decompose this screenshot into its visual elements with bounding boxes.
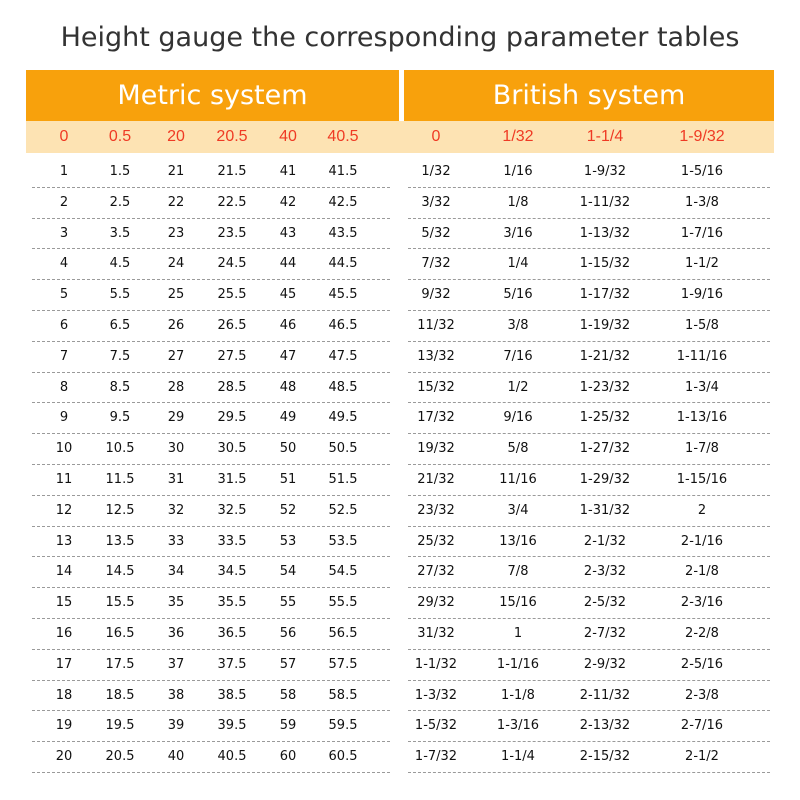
table-cell: 10.5 bbox=[105, 441, 135, 457]
table-cell: 9/16 bbox=[503, 410, 533, 426]
table-cell: 15.5 bbox=[105, 595, 135, 611]
table-cell: 1 bbox=[59, 164, 69, 179]
table-cell: 7/32 bbox=[421, 256, 451, 272]
table-cell: 20.5 bbox=[105, 749, 135, 765]
table-cell: 3/32 bbox=[421, 194, 451, 210]
table-cell: 9 bbox=[59, 410, 69, 426]
table-cell: 60.5 bbox=[328, 749, 358, 765]
table-cell: 37 bbox=[167, 656, 185, 672]
table-cell: 57 bbox=[279, 656, 297, 672]
table-cell: 13/16 bbox=[499, 533, 537, 549]
table-row bbox=[0, 619, 800, 650]
table-cell: 15/32 bbox=[417, 379, 455, 395]
table-cell: 2-3/32 bbox=[583, 564, 627, 580]
table-cell: 55 bbox=[279, 595, 297, 611]
table-cell: 43 bbox=[279, 225, 297, 241]
table-cell: 58 bbox=[279, 687, 297, 703]
table-cell: 2-3/16 bbox=[680, 595, 724, 611]
table-cell: 13 bbox=[55, 533, 73, 549]
table-cell: 12 bbox=[55, 502, 73, 518]
table-cell: 27/32 bbox=[417, 564, 455, 580]
table-row bbox=[0, 311, 800, 342]
table-cell: 15 bbox=[55, 595, 73, 611]
table-cell: 32.5 bbox=[217, 502, 247, 518]
british-system-header: British system bbox=[404, 70, 774, 121]
table-row bbox=[0, 403, 800, 434]
table-cell: 34 bbox=[167, 564, 185, 580]
table-cell: 26 bbox=[167, 317, 185, 333]
table-cell: 21 bbox=[167, 164, 185, 179]
table-cell: 1-5/8 bbox=[685, 317, 719, 333]
table-cell: 1-3/8 bbox=[685, 194, 719, 210]
table-cell: 15/16 bbox=[499, 595, 537, 611]
table-cell: 1-29/32 bbox=[579, 471, 631, 487]
table-cell: 35.5 bbox=[217, 595, 247, 611]
table-cell: 41 bbox=[279, 164, 297, 179]
table-cell: 1-9/32 bbox=[583, 164, 627, 179]
table-cell: 55.5 bbox=[328, 595, 358, 611]
table-cell: 7/8 bbox=[507, 564, 529, 580]
table-cell: 21/32 bbox=[417, 471, 455, 487]
table-cell: 23/32 bbox=[417, 502, 455, 518]
table-cell: 29 bbox=[167, 410, 185, 426]
table-cell: 48 bbox=[279, 379, 297, 395]
table-cell: 2-1/16 bbox=[680, 533, 724, 549]
table-cell: 32 bbox=[167, 502, 185, 518]
table-cell: 46 bbox=[279, 317, 297, 333]
table-cell: 19 bbox=[55, 718, 73, 734]
table-cell: 1/32 bbox=[421, 164, 451, 179]
table-cell: 31.5 bbox=[217, 471, 247, 487]
table-cell: 52 bbox=[279, 502, 297, 518]
table-cell: 20 bbox=[55, 749, 73, 765]
table-cell: 52.5 bbox=[328, 502, 358, 518]
table-cell: 16.5 bbox=[105, 625, 135, 641]
table-row bbox=[0, 280, 800, 311]
table-cell: 5 bbox=[59, 287, 69, 303]
table-cell: 53 bbox=[279, 533, 297, 549]
table-cell: 2-7/16 bbox=[680, 718, 724, 734]
table-cell: 7.5 bbox=[109, 348, 131, 364]
column-header-cell: 40 bbox=[279, 128, 297, 145]
table-row bbox=[0, 465, 800, 496]
table-cell: 43.5 bbox=[328, 225, 358, 241]
table-cell: 14.5 bbox=[105, 564, 135, 580]
table-row bbox=[0, 157, 800, 188]
table-cell: 1-21/32 bbox=[579, 348, 631, 364]
table-cell: 1-9/16 bbox=[680, 287, 724, 303]
table-cell: 23.5 bbox=[217, 225, 247, 241]
table-cell: 14 bbox=[55, 564, 73, 580]
table-cell: 17.5 bbox=[105, 656, 135, 672]
table-cell: 18 bbox=[55, 687, 73, 703]
table-cell: 1-15/16 bbox=[676, 471, 728, 487]
table-cell: 33.5 bbox=[217, 533, 247, 549]
table-cell: 1-7/8 bbox=[685, 441, 719, 457]
table-cell: 17/32 bbox=[417, 410, 455, 426]
table-row bbox=[0, 650, 800, 681]
table-cell: 7/16 bbox=[503, 348, 533, 364]
table-cell: 3/4 bbox=[507, 502, 529, 518]
table-cell: 31/32 bbox=[417, 625, 455, 641]
table-cell: 53.5 bbox=[328, 533, 358, 549]
table-cell: 56 bbox=[279, 625, 297, 641]
table-cell: 34.5 bbox=[217, 564, 247, 580]
table-cell: 5/8 bbox=[507, 441, 529, 457]
table-row bbox=[0, 681, 800, 712]
table-cell: 39.5 bbox=[217, 718, 247, 734]
table-cell: 1-15/32 bbox=[579, 256, 631, 272]
table-cell: 2-1/2 bbox=[685, 749, 719, 765]
table-row bbox=[0, 219, 800, 250]
table-cell: 5/32 bbox=[421, 225, 451, 241]
table-cell: 3/16 bbox=[503, 225, 533, 241]
column-header-cell: 0 bbox=[59, 128, 69, 145]
table-cell: 41.5 bbox=[328, 164, 358, 179]
table-cell: 45.5 bbox=[328, 287, 358, 303]
table-cell: 42.5 bbox=[328, 194, 358, 210]
table-cell: 11.5 bbox=[105, 471, 135, 487]
table-cell: 54 bbox=[279, 564, 297, 580]
table-cell: 2-11/32 bbox=[579, 687, 631, 703]
table-cell: 49.5 bbox=[328, 410, 358, 426]
column-header-cell: 1-9/32 bbox=[679, 128, 725, 145]
table-cell: 1/8 bbox=[507, 194, 529, 210]
table-cell: 2-13/32 bbox=[579, 718, 631, 734]
table-row bbox=[0, 188, 800, 219]
table-cell: 6.5 bbox=[109, 317, 131, 333]
table-cell: 19.5 bbox=[105, 718, 135, 734]
table-cell: 23 bbox=[167, 225, 185, 241]
table-cell: 5/16 bbox=[503, 287, 533, 303]
table-cell: 40 bbox=[167, 749, 185, 765]
table-cell: 47 bbox=[279, 348, 297, 364]
table-cell: 54.5 bbox=[328, 564, 358, 580]
table-cell: 26.5 bbox=[217, 317, 247, 333]
table-row bbox=[0, 588, 800, 619]
table-cell: 27.5 bbox=[217, 348, 247, 364]
table-cell: 58.5 bbox=[328, 687, 358, 703]
table-cell: 10 bbox=[55, 441, 73, 457]
table-cell: 60 bbox=[279, 749, 297, 765]
table-cell: 36 bbox=[167, 625, 185, 641]
table-cell: 1-1/32 bbox=[414, 656, 458, 672]
table-cell: 25.5 bbox=[217, 287, 247, 303]
table-cell: 31 bbox=[167, 471, 185, 487]
table-cell: 48.5 bbox=[328, 379, 358, 395]
table-cell: 1-7/32 bbox=[414, 749, 458, 765]
table-cell: 29/32 bbox=[417, 595, 455, 611]
table-cell: 17 bbox=[55, 656, 73, 672]
table-cell: 1-5/32 bbox=[414, 718, 458, 734]
table-cell: 38 bbox=[167, 687, 185, 703]
table-cell: 2-1/8 bbox=[685, 564, 719, 580]
table-cell: 2-15/32 bbox=[579, 749, 631, 765]
table-row bbox=[0, 342, 800, 373]
table-row bbox=[0, 711, 800, 742]
column-header-cell: 1/32 bbox=[502, 128, 534, 145]
table-cell: 24.5 bbox=[217, 256, 247, 272]
table-cell: 39 bbox=[167, 718, 185, 734]
table-cell: 35 bbox=[167, 595, 185, 611]
table-cell: 1-7/16 bbox=[680, 225, 724, 241]
table-cell: 9/32 bbox=[421, 287, 451, 303]
table-cell: 1-3/4 bbox=[685, 379, 719, 395]
table-cell: 1-13/16 bbox=[676, 410, 728, 426]
table-cell: 9.5 bbox=[109, 410, 131, 426]
table-cell: 3 bbox=[59, 225, 69, 241]
table-cell: 13/32 bbox=[417, 348, 455, 364]
table-cell: 8 bbox=[59, 379, 69, 395]
table-cell: 1-19/32 bbox=[579, 317, 631, 333]
table-cell: 1-5/16 bbox=[680, 164, 724, 179]
table-row bbox=[0, 742, 800, 773]
table-row bbox=[0, 373, 800, 404]
table-row bbox=[0, 249, 800, 280]
table-cell: 11/16 bbox=[499, 471, 537, 487]
table-cell: 1.5 bbox=[109, 164, 131, 179]
table-cell: 22.5 bbox=[217, 194, 247, 210]
table-cell: 1/2 bbox=[507, 379, 529, 395]
table-cell: 2-2/8 bbox=[685, 625, 719, 641]
table-cell: 42 bbox=[279, 194, 297, 210]
table-cell: 16 bbox=[55, 625, 73, 641]
table-cell: 44.5 bbox=[328, 256, 358, 272]
table-cell: 18.5 bbox=[105, 687, 135, 703]
column-header-cell: 0.5 bbox=[108, 128, 132, 145]
table-cell: 1-13/32 bbox=[579, 225, 631, 241]
table-cell: 1-27/32 bbox=[579, 441, 631, 457]
row-divider bbox=[32, 772, 390, 773]
column-header-row bbox=[26, 121, 774, 153]
table-cell: 4 bbox=[59, 256, 69, 272]
table-cell: 1-25/32 bbox=[579, 410, 631, 426]
table-row bbox=[0, 527, 800, 558]
metric-system-header: Metric system bbox=[26, 70, 399, 121]
table-cell: 2.5 bbox=[109, 194, 131, 210]
table-cell: 4.5 bbox=[109, 256, 131, 272]
table-cell: 8.5 bbox=[109, 379, 131, 395]
table-cell: 2-5/32 bbox=[583, 595, 627, 611]
table-cell: 59 bbox=[279, 718, 297, 734]
table-cell: 47.5 bbox=[328, 348, 358, 364]
table-cell: 50.5 bbox=[328, 441, 358, 457]
column-header-cell: 0 bbox=[431, 128, 441, 145]
table-cell: 40.5 bbox=[217, 749, 247, 765]
table-cell: 1-11/16 bbox=[676, 348, 728, 364]
column-header-cell: 1-1/4 bbox=[586, 128, 624, 145]
table-cell: 30.5 bbox=[217, 441, 247, 457]
table-cell: 29.5 bbox=[217, 410, 247, 426]
table-cell: 2-7/32 bbox=[583, 625, 627, 641]
table-cell: 1-1/2 bbox=[685, 256, 719, 272]
table-cell: 1-11/32 bbox=[579, 194, 631, 210]
table-cell: 45 bbox=[279, 287, 297, 303]
table-cell: 24 bbox=[167, 256, 185, 272]
table-cell: 3/8 bbox=[507, 317, 529, 333]
table-cell: 22 bbox=[167, 194, 185, 210]
table-cell: 3.5 bbox=[109, 225, 131, 241]
column-header-cell: 40.5 bbox=[327, 128, 359, 145]
table-cell: 44 bbox=[279, 256, 297, 272]
table-cell: 28.5 bbox=[217, 379, 247, 395]
table-cell: 1-17/32 bbox=[579, 287, 631, 303]
table-cell: 56.5 bbox=[328, 625, 358, 641]
table-cell: 1-3/16 bbox=[496, 718, 540, 734]
table-cell: 25/32 bbox=[417, 533, 455, 549]
table-cell: 57.5 bbox=[328, 656, 358, 672]
row-divider bbox=[408, 772, 770, 773]
table-cell: 27 bbox=[167, 348, 185, 364]
table-cell: 19/32 bbox=[417, 441, 455, 457]
table-cell: 2-1/32 bbox=[583, 533, 627, 549]
table-cell: 5.5 bbox=[109, 287, 131, 303]
table-cell: 1-23/32 bbox=[579, 379, 631, 395]
table-cell: 2 bbox=[59, 194, 69, 210]
table-cell: 59.5 bbox=[328, 718, 358, 734]
table-cell: 1 bbox=[513, 625, 523, 641]
table-cell: 37.5 bbox=[217, 656, 247, 672]
table-cell: 2 bbox=[697, 502, 707, 518]
table-cell: 28 bbox=[167, 379, 185, 395]
page-title: Height gauge the corresponding parameter tables bbox=[60, 22, 740, 53]
table-cell: 1-3/32 bbox=[414, 687, 458, 703]
table-cell: 1-1/16 bbox=[496, 656, 540, 672]
table-row bbox=[0, 557, 800, 588]
table-cell: 1-31/32 bbox=[579, 502, 631, 518]
table-cell: 1-1/8 bbox=[501, 687, 535, 703]
column-header-cell: 20.5 bbox=[216, 128, 248, 145]
column-header-cell: 20 bbox=[167, 128, 185, 145]
table-cell: 11 bbox=[55, 471, 73, 487]
table-cell: 30 bbox=[167, 441, 185, 457]
table-cell: 2-9/32 bbox=[583, 656, 627, 672]
table-cell: 46.5 bbox=[328, 317, 358, 333]
table-row bbox=[0, 434, 800, 465]
table-cell: 2-5/16 bbox=[680, 656, 724, 672]
table-cell: 38.5 bbox=[217, 687, 247, 703]
table-row bbox=[0, 496, 800, 527]
parameter-table-body bbox=[0, 157, 800, 773]
table-cell: 25 bbox=[167, 287, 185, 303]
table-cell: 36.5 bbox=[217, 625, 247, 641]
table-cell: 11/32 bbox=[417, 317, 455, 333]
table-cell: 1/16 bbox=[503, 164, 533, 179]
table-cell: 49 bbox=[279, 410, 297, 426]
table-cell: 7 bbox=[59, 348, 69, 364]
table-cell: 50 bbox=[279, 441, 297, 457]
table-cell: 21.5 bbox=[217, 164, 247, 179]
table-cell: 33 bbox=[167, 533, 185, 549]
table-cell: 6 bbox=[59, 317, 69, 333]
table-cell: 12.5 bbox=[105, 502, 135, 518]
table-cell: 51 bbox=[279, 471, 297, 487]
table-cell: 1/4 bbox=[507, 256, 529, 272]
table-cell: 13.5 bbox=[105, 533, 135, 549]
table-cell: 51.5 bbox=[328, 471, 358, 487]
table-cell: 1-1/4 bbox=[501, 749, 535, 765]
table-cell: 2-3/8 bbox=[685, 687, 719, 703]
